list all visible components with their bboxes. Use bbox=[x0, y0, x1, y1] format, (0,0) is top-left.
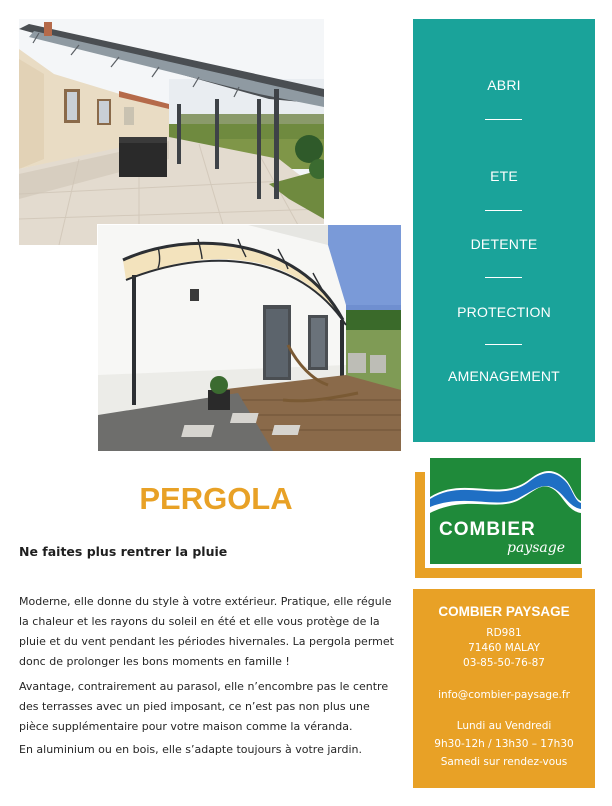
paragraph: En aluminium ou en bois, elle s’adapte toujours à votre jardin. bbox=[19, 743, 362, 756]
contact-email[interactable]: info@combier-paysage.fr bbox=[438, 689, 570, 701]
keyword-divider bbox=[485, 210, 522, 211]
keyword-amenagement: AMENAGEMENT bbox=[448, 368, 560, 384]
paragraph: Moderne, elle donne du style à votre extérieur. Pratique, elle régule la chaleur et les rayons du soleil en été et elle vous protège de la pluie et du vent pendant les périodes hivernales. La pergola permet donc de prolonger les bons moments en famille ! bbox=[19, 595, 394, 668]
logo-tagline: paysage bbox=[507, 540, 565, 556]
contact-box bbox=[413, 589, 595, 788]
keyword-divider bbox=[485, 119, 522, 120]
logo-name: COMBIER bbox=[439, 519, 536, 540]
saturday-note: Samedi sur rendez-vous bbox=[440, 756, 568, 768]
page-title: PERGOLA bbox=[139, 481, 293, 516]
contact-phone[interactable]: 03-85-50-76-87 bbox=[463, 657, 545, 669]
contact-address-line2: 71460 MALAY bbox=[468, 642, 540, 654]
combier-paysage-logo bbox=[415, 455, 595, 578]
keyword-abri: ABRI bbox=[487, 77, 521, 93]
opening-days: Lundi au Vendredi bbox=[456, 720, 552, 732]
opening-hours: 9h30-12h / 13h30 – 17h30 bbox=[434, 738, 574, 750]
keyword-ete: ETE bbox=[490, 168, 518, 184]
contact-company: COMBIER PAYSAGE bbox=[438, 604, 570, 619]
keyword-divider bbox=[485, 344, 522, 345]
pergola-terrace-photo bbox=[19, 19, 324, 245]
keyword-detente: DETENTE bbox=[470, 236, 538, 252]
paragraph: Avantage, contrairement au parasol, elle n’encombre pas le centre des terrasses avec un pied imposant, ce n’est pas non plus une pièce supplémentaire pour votre maison comme la véranda. bbox=[19, 680, 389, 733]
keywords-panel bbox=[413, 19, 595, 442]
page-subtitle: Ne faites plus rentrer la pluie bbox=[19, 544, 228, 559]
keyword-protection: PROTECTION bbox=[457, 304, 551, 320]
keyword-divider bbox=[485, 277, 522, 278]
contact-address-line1: RD981 bbox=[486, 627, 522, 639]
curved-pergola-photo bbox=[98, 225, 401, 451]
